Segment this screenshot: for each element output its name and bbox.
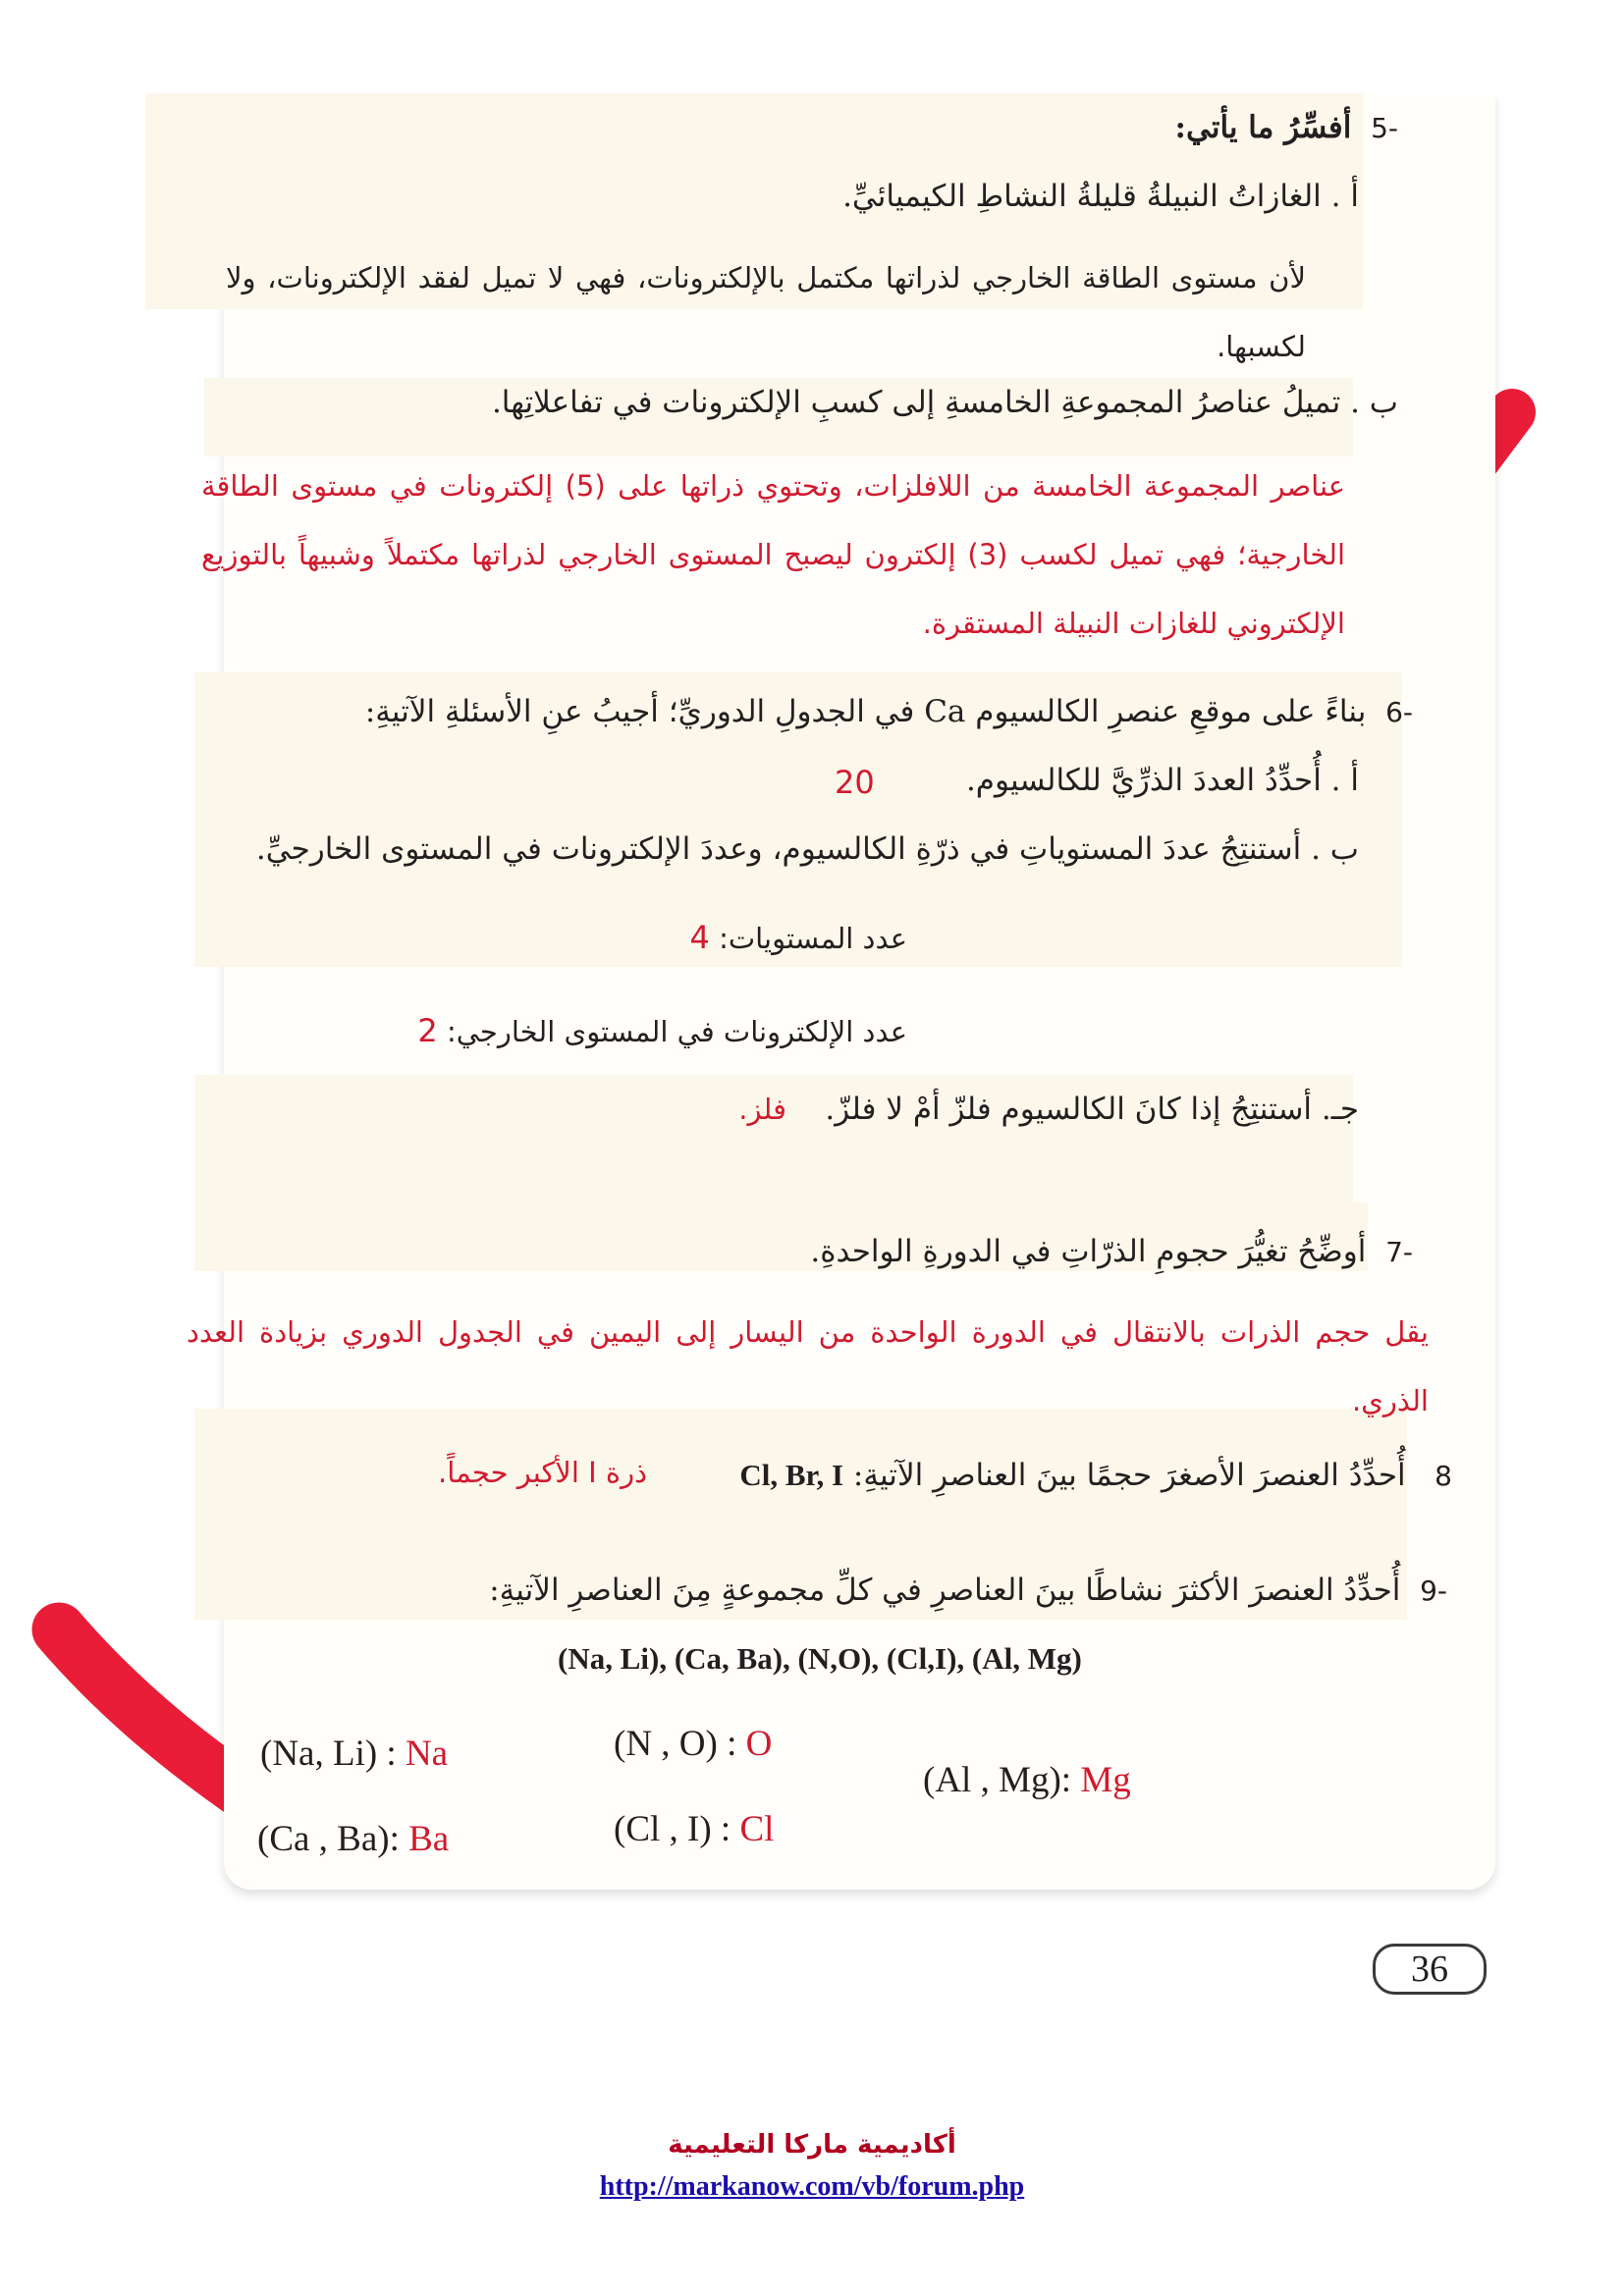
q6-title: -6 بناءً على موقعِ عنصرِ الكالسيوم Ca في الجدولِ الدوريِّ؛ أجيبُ عنِ الأسئلةِ الآتيةِ: xyxy=(364,694,1413,729)
q5-a-answer: لأن مستوى الطاقة الخارجي لذراتها مكتمل بالإلكترونات، فهي لا تميل لفقد الإلكترونات، ولا لكسبها. xyxy=(226,261,1306,363)
q9-answer-ca-ba: (Ca , Ba): Ba xyxy=(257,1819,450,1859)
q5-part-b: ب . تميلُ عناصرُ المجموعةِ الخامسةِ إلى كسبِ الإلكترونات في تفاعلاتِها. xyxy=(491,385,1398,420)
q5-title: -5 أفسِّرُ ما يأتي: xyxy=(1174,110,1398,145)
q6-levels: عدد المستويات: 4 xyxy=(689,919,907,956)
page-number: 36 xyxy=(1373,1944,1487,1995)
q6-outer-electrons: عدد الإلكترونات في المستوى الخارجي: 2 xyxy=(417,1012,907,1049)
q8-answer: ذرة I الأكبر حجماً. xyxy=(438,1456,647,1489)
q6-a-answer: 20 xyxy=(835,764,875,801)
q5-part-a: أ . الغازاتُ النبيلةُ قليلةُ النشاطِ الكيميائيِّ. xyxy=(842,179,1359,214)
q6-part-a: أ . أُحدِّدُ العددَ الذرِّيَّ للكالسيوم. xyxy=(965,763,1359,798)
footer-title: أكاديمية ماركا التعليمية xyxy=(668,2130,956,2160)
q9-answer-na-li: (Na, Li) : Na xyxy=(260,1734,449,1774)
q6-part-b: ب . أستنتِجُ عددَ المستوياتِ في ذرّةِ الكالسيوم، وعددَ الإلكترونات في المستوى الخارجيِّ. xyxy=(255,831,1359,867)
footer-link[interactable]: http://markanow.com/vb/forum.php xyxy=(599,2171,1025,2202)
q6-part-c: جـ. أستنتِجُ إذا كانَ الكالسيوم فلزّ أمْ لا فلزّ. فلز. xyxy=(738,1092,1359,1127)
q9-groups: (Na, Li), (Ca, Ba), (N,O), (Cl,I), (Al, Mg) xyxy=(558,1641,1082,1676)
q9-answer-al-mg: (Al , Mg): Mg xyxy=(923,1760,1131,1800)
q8-title: 8 أُحدِّدُ العنصرَ الأصغرَ حجمًا بينَ العناصرِ الآتيةِ: Cl, Br, I xyxy=(739,1458,1452,1493)
q5-b-answer: عناصر المجموعة الخامسة من اللافلزات، وتحتوي ذراتها على (5) إلكترونات في مستوى الطاقة الخارجية؛ فهي تميل لكسب (3) إلكترون ليصبح المستوى الخارجي لذراتها مكتملاً وشبيهاً بالتوزيع الإلكتروني للغازات النبيلة المستقرة. xyxy=(201,469,1346,640)
q9-answer-n-o: (N , O) : O xyxy=(614,1724,773,1764)
q9-title: -9 أُحدِّدُ العنصرَ الأكثرَ نشاطًا بينَ العناصرِ في كلِّ مجموعةٍ مِنَ العناصرِ الآتيةِ: xyxy=(489,1573,1447,1608)
q9-answer-cl-i: (Cl , I) : Cl xyxy=(614,1809,775,1849)
q7-answer: يقل حجم الذرات بالانتقال في الدورة الواحدة من اليسار إلى اليمين في الجدول الدوري بزيادة العدد الذري. xyxy=(187,1315,1429,1417)
q7-title: -7 أوضِّحُ تغيُّرَ حجومِ الذرّاتِ في الدورةِ الواحدةِ. xyxy=(810,1234,1413,1269)
